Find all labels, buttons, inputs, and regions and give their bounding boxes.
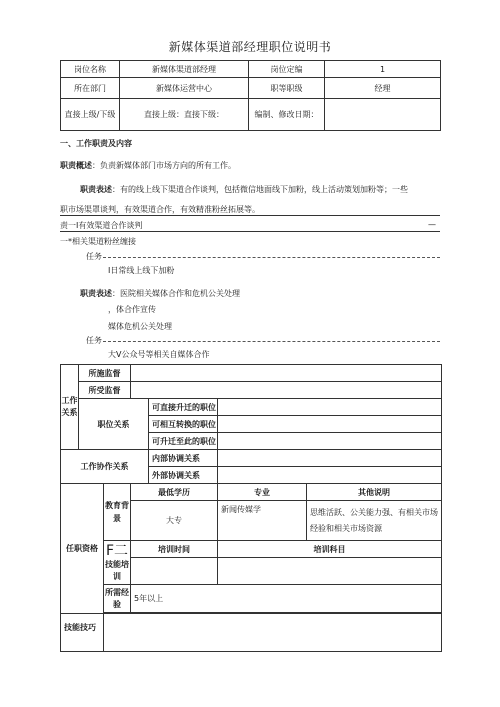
supervise-value — [131, 365, 442, 382]
work-relation-label: 工作关系 — [61, 365, 79, 450]
cell-edit-date-label: 编制、修改日期： — [249, 99, 325, 131]
edu-col-min: 最低学历 — [131, 484, 218, 501]
skill-training-text: 技能培训 — [105, 559, 129, 581]
task-2-label: 任务 — [86, 336, 102, 345]
edu-min-value: 大专 — [131, 501, 218, 541]
edu-other-value: 思维活跃、公关能力强、有相关市场经验和相关市场资源 — [307, 501, 442, 541]
duty-2-text: ：医院相关媒体合作和危机公关处理 — [112, 289, 240, 298]
cell-dept: 新媒体运营中心 — [120, 78, 249, 99]
promote-direct-label: 可直接升迁的职位 — [149, 399, 218, 416]
internal-coop-label: 内部协调关系 — [149, 450, 218, 467]
section-heading: 一、工作职责及内容 — [60, 139, 132, 148]
cell-superior-label: 直接上级/下级 — [61, 99, 120, 131]
divider-line — [60, 231, 440, 232]
skills-label: 技能技巧 — [61, 614, 104, 652]
qualification-label: 任职资格 — [61, 484, 104, 614]
duty-1-item-a: 责一I有效渠道合作谈判 — [60, 221, 143, 230]
education-label: 教育背景 — [104, 484, 131, 541]
cell-edit-date — [325, 99, 441, 131]
external-coop-value — [218, 467, 442, 484]
dashed-line — [103, 257, 440, 258]
edu-major-value: 新闻传媒学 — [218, 501, 307, 541]
duty-overview — [60, 160, 236, 171]
supervised-value — [131, 382, 442, 399]
dashed-line — [103, 341, 440, 342]
supervise-label: 所施监督 — [79, 365, 131, 382]
duty-overview-text: ：负责新媒体部门市场方向的所有工作。 — [92, 161, 236, 170]
task-2-item: 大V公众号等相关自媒体合作 — [108, 350, 210, 359]
document-title: 新媒体渠道部经理职位说明书 — [168, 40, 332, 54]
cell-superior: 直接上级：直接下级： — [120, 99, 249, 131]
internal-coop-value — [218, 450, 442, 467]
cell-post-name-label: 岗位名称 — [61, 61, 120, 78]
duty-1-continued: 职市场渠罩谈判，有效渠道合作，有效精准粉丝拓展等。 — [60, 205, 260, 214]
cell-grade-label: 职等职级 — [249, 78, 325, 99]
divider-line — [60, 215, 440, 216]
fe-mark: F二 — [105, 542, 129, 559]
train-time-col: 培训时间 — [131, 541, 218, 558]
cell-quota-label: 岗位定编 — [249, 61, 325, 78]
duty-2-statement — [80, 288, 240, 299]
cell-quota: 1 — [325, 61, 441, 78]
promote-to-value — [218, 433, 442, 450]
position-relation-label: 职位关系 — [79, 399, 149, 450]
promote-direct-value — [218, 399, 442, 416]
transfer-label: 可相互转换的职位 — [149, 416, 218, 433]
promote-to-label: 可升迁至此的职位 — [149, 433, 218, 450]
duty-1-item-b: 一*相关渠道粉丝缠接 — [60, 237, 136, 246]
transfer-value — [218, 416, 442, 433]
task-1-label: 任务 — [86, 252, 102, 261]
duty-1-statement — [80, 184, 408, 195]
task-1-item: I日常线上线下加粉 — [108, 266, 175, 275]
edu-col-major: 专业 — [218, 484, 307, 501]
duty-2-label: 职责表述 — [80, 289, 112, 298]
cell-post-name: 新媒体渠道部经理 — [120, 61, 249, 78]
train-subject-value — [218, 558, 442, 585]
duty-1-text: ：有的线上线下渠道合作谈判，包括微信地面线下加粉，线上活动策划加粉等；一些 — [112, 185, 408, 194]
edu-col-other: 其他说明 — [307, 484, 442, 501]
experience-label: 所需经验 — [104, 585, 131, 613]
skill-training-label — [104, 541, 131, 585]
external-coop-label: 外部协调关系 — [149, 467, 218, 484]
duty-1-item-a-tail: — — [428, 220, 436, 229]
relations-table — [60, 364, 442, 652]
coop-label: 工作协作关系 — [61, 450, 149, 484]
skills-value — [104, 614, 442, 652]
experience-value: 5年以上 — [131, 585, 442, 613]
cell-grade: 经理 — [325, 78, 441, 99]
duty-1-label: 职责表述 — [80, 185, 112, 194]
duty-2-item-b: 媒体危机公关处理 — [108, 322, 172, 331]
header-table — [60, 60, 441, 131]
duty-overview-label: 职责概述 — [60, 161, 92, 170]
train-time-value — [131, 558, 218, 585]
supervised-label: 所受监督 — [79, 382, 131, 399]
duty-2-item-a: ，体合作宣传 — [108, 305, 156, 314]
train-subject-col: 培训科目 — [218, 541, 442, 558]
cell-dept-label: 所在部门 — [61, 78, 120, 99]
